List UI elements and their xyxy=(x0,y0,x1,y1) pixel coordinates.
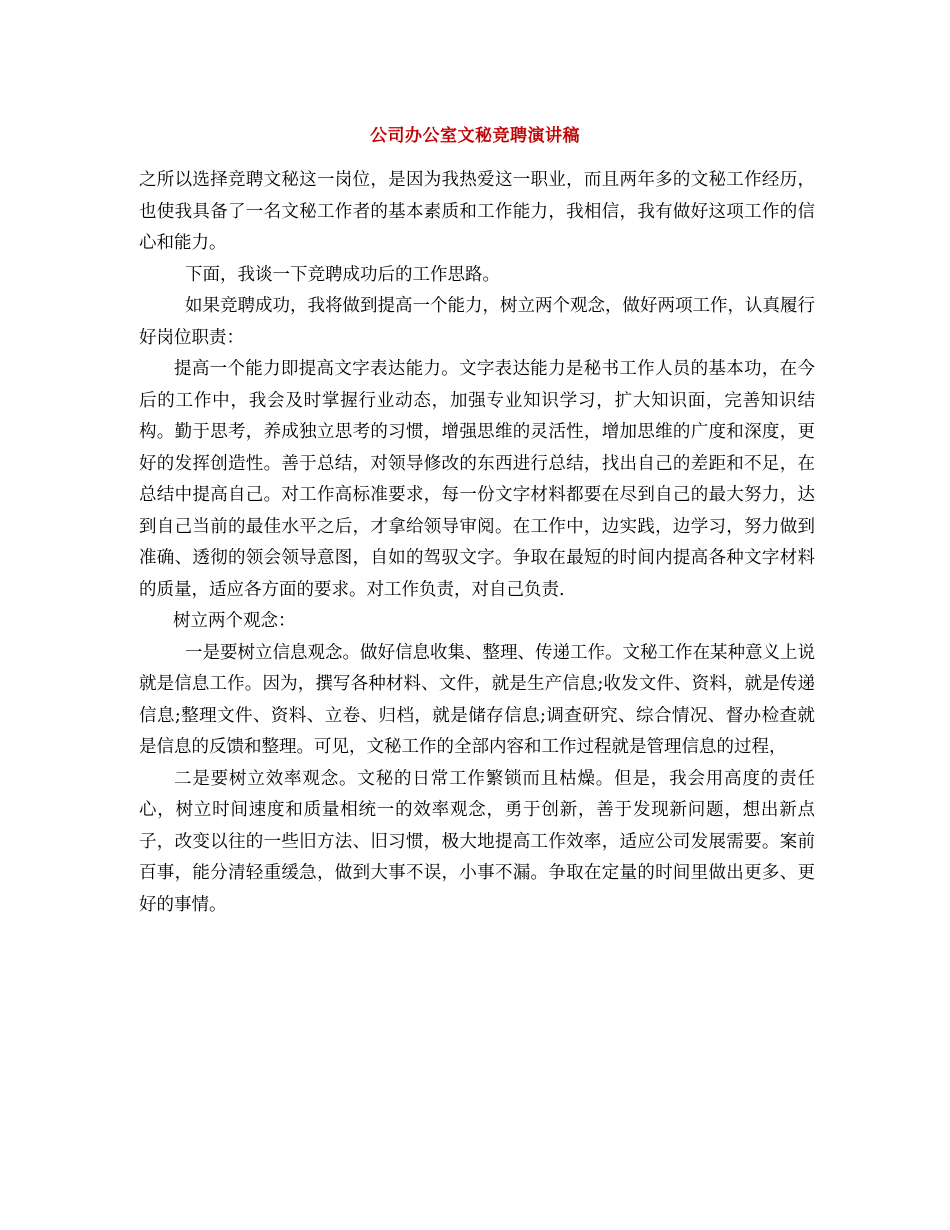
paragraph-efficiency-concept: 二是要树立效率观念。文秘的日常工作繁锁而且枯燥。但是，我会用高度的责任心，树立时间速度和质量相统一的效率观念，勇于创新，善于发现新问题，想出新点子，改变以往的一些旧方法、旧习惯，极大地提高工作效率，适应公司发展需要。案前百事，能分清轻重缓急，做到大事不误，小事不漏。争取在定量的时间里做出更多、更好的事情。 xyxy=(139,768,815,915)
document-title: 公司办公室文秘竞聘演讲稿 xyxy=(370,126,580,146)
paragraph-writing-ability: 提高一个能力即提高文字表达能力。文字表达能力是秘书工作人员的基本功，在今后的工作中，我会及时掌握行业动态，加强专业知识学习，扩大知识面，完善知识结构。勤于思考，养成独立思考的习惯，增强思维的灵活性，增加思维的广度和深度，更好的发挥创造性。善于总结，对领导修改的东西进行总结，找出自己的差距和不足，在总结中提高自己。对工作高标准要求，每一份文字材料都要在尽到自己的最大努力，达到自己当前的最佳水平之后，才拿给领导审阅。在工作中，边实践，边学习，努力做到准确、透彻的领会领导意图，自如的驾驭文字。争取在最短的时间内提高各种文字材料的质量，适应各方面的要求。对工作负责，对自己负责. xyxy=(139,359,815,600)
paragraph-two-concepts: 树立两个观念： xyxy=(173,611,296,631)
paragraph-intro: 之所以选择竞聘文秘这一岗位，是因为我热爱这一职业，而且两年多的文秘工作经历，也使我具备了一名文秘工作者的基本素质和工作能力，我相信，我有做好这项工作的信心和能力。 xyxy=(139,170,815,253)
paragraph-commitment: 如果竞聘成功，我将做到提高一个能力，树立两个观念，做好两项工作，认真履行好岗位职责： xyxy=(139,296,815,348)
paragraph-information-concept: 一是要树立信息观念。做好信息收集、整理、传递工作。文秘工作在某种意义上说就是信息工作。因为，撰写各种材料、文件，就是生产信息;收发文件、资料，就是传递信息;整理文件、资料、立卷、归档，就是储存信息;调查研究、综合情况、督办检查就是信息的反馈和整理。可见，文秘工作的全部内容和工作过程就是管理信息的过程， xyxy=(139,642,815,757)
paragraph-work-plan: 下面，我谈一下竞聘成功后的工作思路。 xyxy=(185,264,500,285)
document-body xyxy=(139,165,815,921)
